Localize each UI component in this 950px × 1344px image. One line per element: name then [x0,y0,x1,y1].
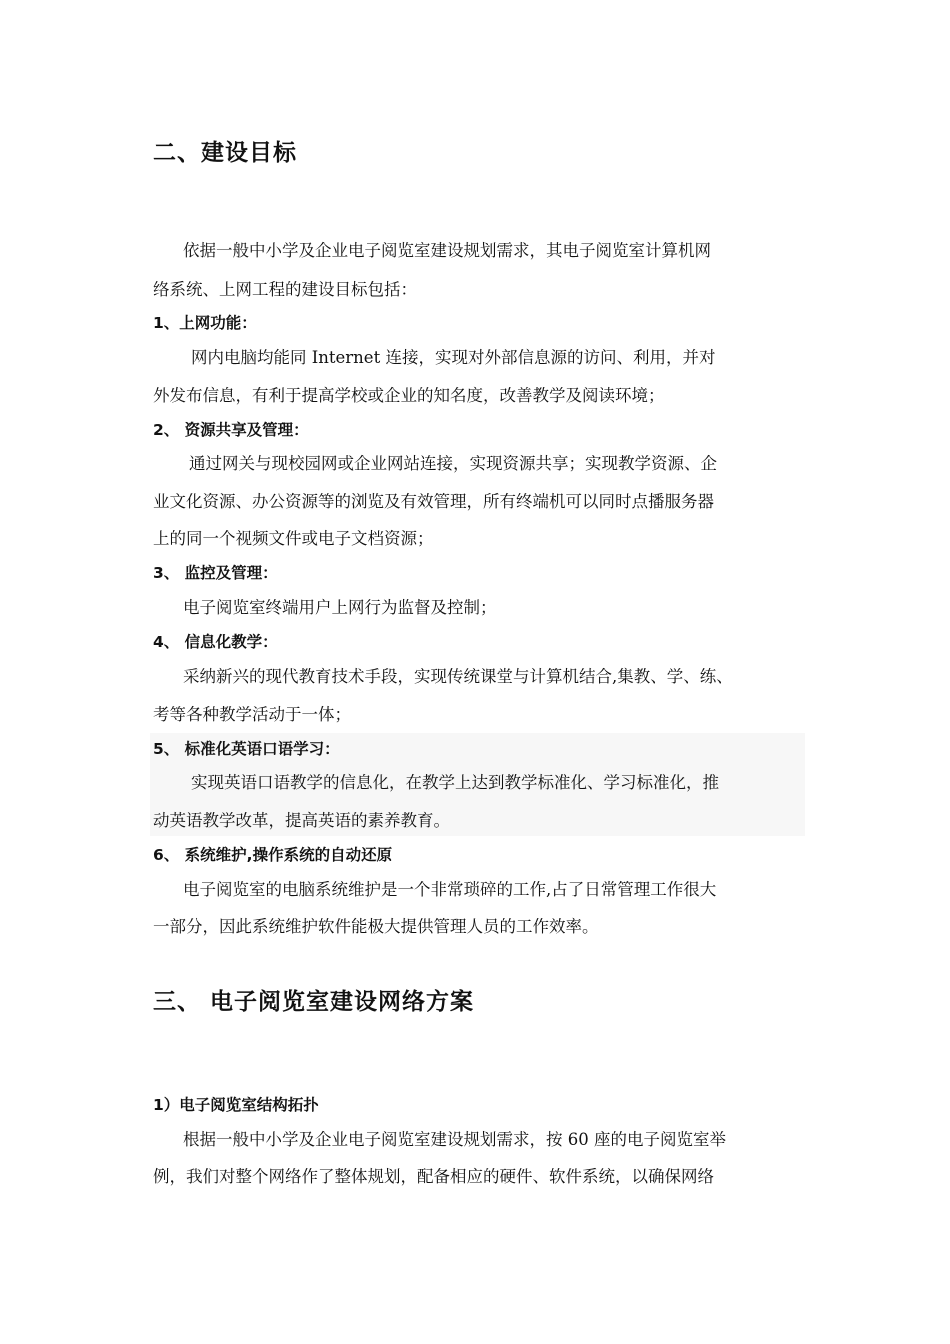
item-title-3: 3、 监控及管理： [153,564,278,582]
paragraph-line: 业文化资源、办公资源等的浏览及有效管理，所有终端机可以同时点播服务器 [153,492,714,511]
item-title-4: 4、 信息化教学： [153,633,278,651]
paragraph-line: 一部分，因此系统维护软件能极大提供管理人员的工作效率。 [153,917,599,936]
paragraph-line: 络系统、上网工程的建设目标包括： [153,280,417,299]
paragraph-line: 根据一般中小学及企业电子阅览室建设规划需求，按 60 座的电子阅览室举 [183,1130,726,1149]
paragraph-line: 考等各种教学活动于一体； [153,705,351,724]
paragraph-line: 外发布信息，有利于提高学校或企业的知名度，改善教学及阅读环境； [153,386,665,405]
section-heading-2: 二、建设目标 [153,140,297,166]
item-title-2: 2、 资源共享及管理： [153,421,309,439]
paragraph-line: 电子阅览室终端用户上网行为监督及控制； [183,598,497,617]
subsection-title-1: 1）电子阅览室结构拓扑 [153,1096,319,1114]
paragraph-line: 通过网关与现校园网或企业网站连接，实现资源共享；实现教学资源、企 [189,454,717,473]
paragraph-line: 网内电脑均能同 Internet 连接，实现对外部信息源的访问、利用，并对 [191,348,716,367]
paragraph-line: 电子阅览室的电脑系统维护是一个非常琐碎的工作,占了日常管理工作很大 [183,880,717,899]
item-title-5: 5、 标准化英语口语学习： [153,740,340,758]
paragraph-line: 依据一般中小学及企业电子阅览室建设规划需求，其电子阅览室计算机网 [183,241,711,260]
paragraph-line: 动英语教学改革，提高英语的素养教育。 [153,811,450,830]
paragraph-line: 实现英语口语教学的信息化，在教学上达到教学标准化、学习标准化，推 [191,773,719,792]
item-title-6: 6、 系统维护,操作系统的自动还原 [153,846,393,864]
paragraph-line: 采纳新兴的现代教育技术手段，实现传统课堂与计算机结合,集教、学、练、 [183,667,733,686]
section-heading-3: 三、 电子阅览室建设网络方案 [153,989,475,1015]
paragraph-line: 上的同一个视频文件或电子文档资源； [153,529,434,548]
item-title-1: 1、上网功能： [153,314,257,332]
paragraph-line: 例，我们对整个网络作了整体规划，配备相应的硬件、软件系统，以确保网络 [153,1167,714,1186]
